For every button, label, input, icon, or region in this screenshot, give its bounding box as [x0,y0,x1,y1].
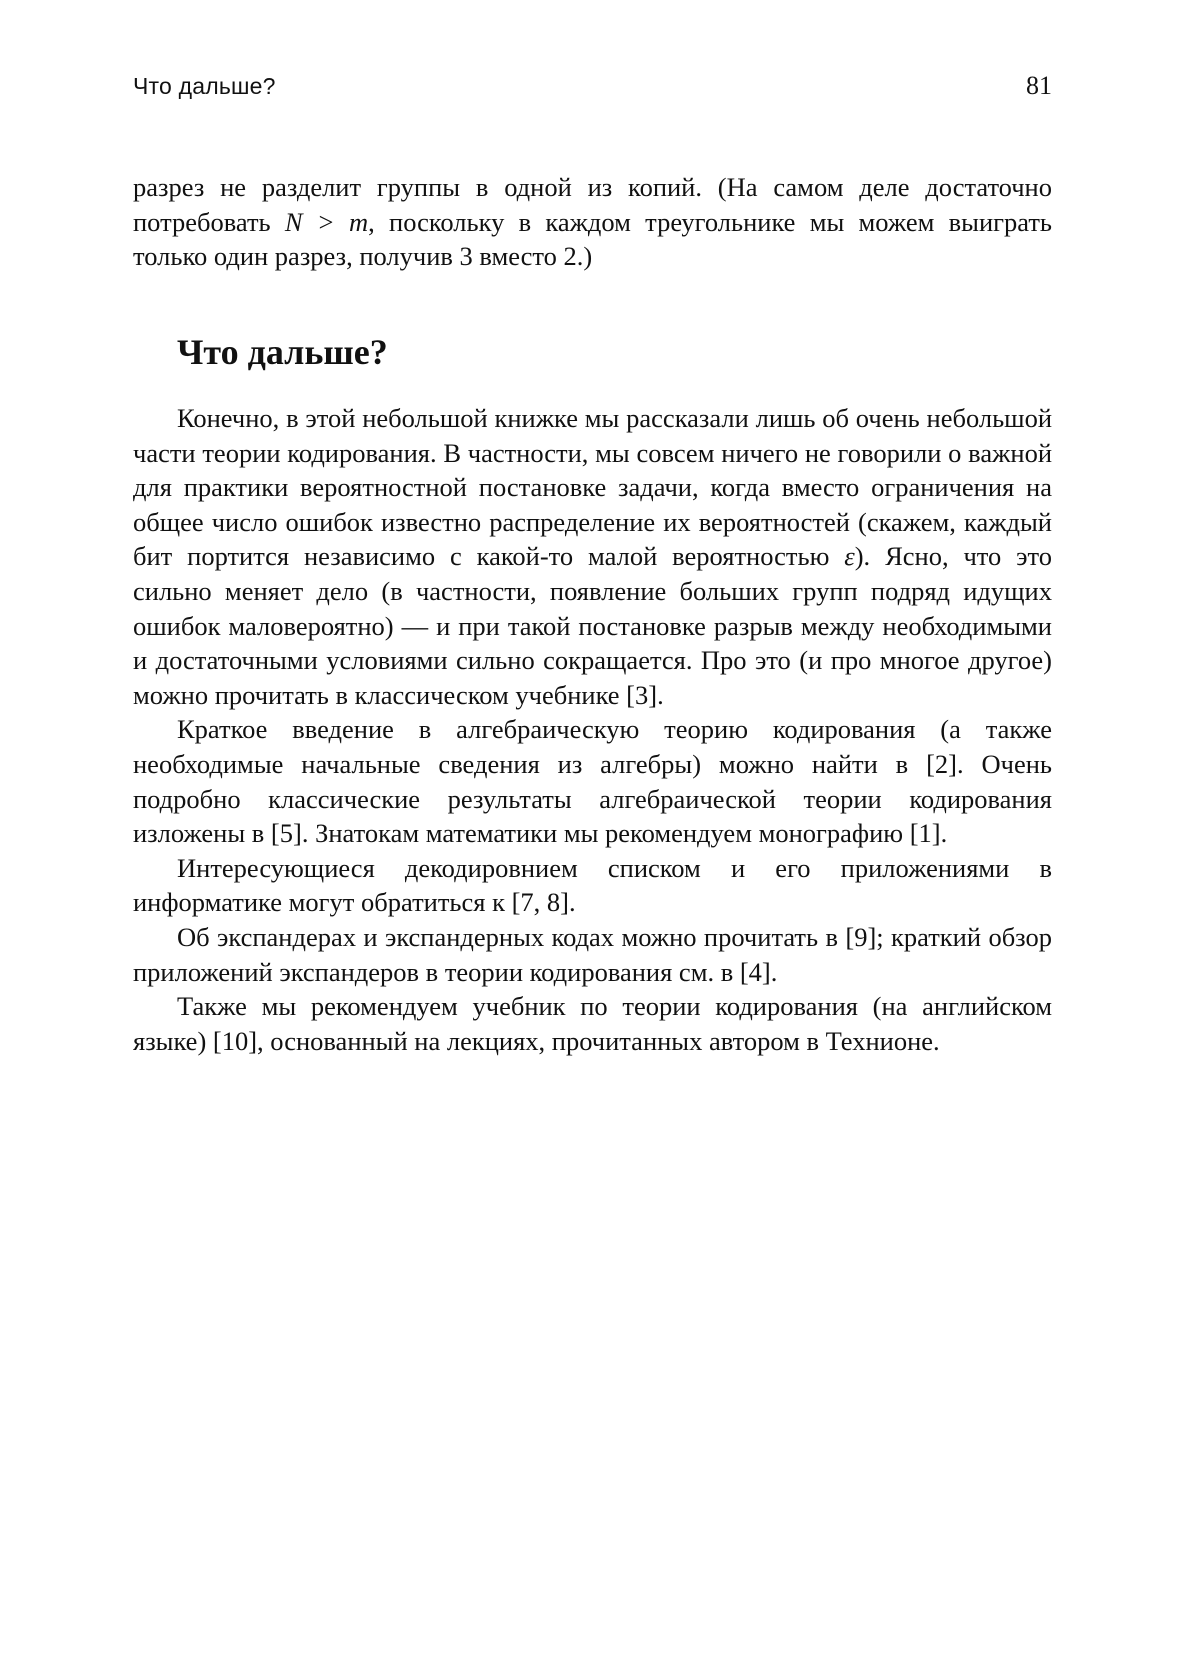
running-title: Что дальше? [133,73,276,99]
paragraph-algebraic-coding: Краткое введение в алгебраическую теорию кодирования (а также необходимые начальные сведения из алгебры) можно найти в [2]. Очень подробно классические результаты алгебраической теории кодирования изложены в [5]. Знатокам математики мы рекомендуем монографию [1]. [133,714,1052,849]
section-body [133,401,1052,1058]
paragraph-list-decoding: Интересующиеся декодировнием списком и его приложениями в информатике могут обратиться к [7, 8]. [133,852,1052,918]
intro-text-after-math: , поскольку в каждом треугольнике мы можем выиграть только один разрез, получив 3 вместо 2.) [133,206,1053,272]
paragraph-expanders: Об экспандерах и экспандерных кодах можно прочитать в [9]; краткий обзор приложений экспандеров в теории кодирования см. в [4]. [133,921,1052,987]
paragraph-textbook-recommendation: Также мы рекомендуем учебник по теории кодирования (на английском языке) [10], основанный на лекциях, прочитанных автором в Технионе. [133,991,1052,1056]
intro-text-block [133,170,1052,274]
section-title: Что дальше? [177,332,388,372]
intro-text-before-math: разрез не разделит группы в одной из копий. (На самом деле достаточно потребовать [133,172,1052,237]
inequality-formula: N > m [284,206,369,237]
paragraph-1-text-after-math: ). Ясно, что это сильно меняет дело (в частности, появление больших групп подряд идущих ошибок маловероятно) — и при такой постановке разрыв между необходимыми и достаточными условиями сильно сокращается. Про это (и про многое другое) можно прочитать в классическом учебнике [3]. [133,541,1053,710]
paragraph-probabilistic-setting [133,401,1052,712]
epsilon-formula: ε [844,541,855,572]
intro-paragraph [133,170,1052,274]
paragraph-1-text-before-math: Конечно, в этой небольшой книжке мы рассказали лишь об очень небольшой части теории кодирования. В частности, мы совсем ничего не говорили о важной для практики вероятностной постановке задачи, когда вместо ограничения на общее число ошибок известно распределение их вероятностей (скажем, каждый бит портится независимо с какой-то малой вероятностью [133,403,1052,572]
page-number: 81 [1026,71,1052,100]
running-header [133,68,1052,104]
